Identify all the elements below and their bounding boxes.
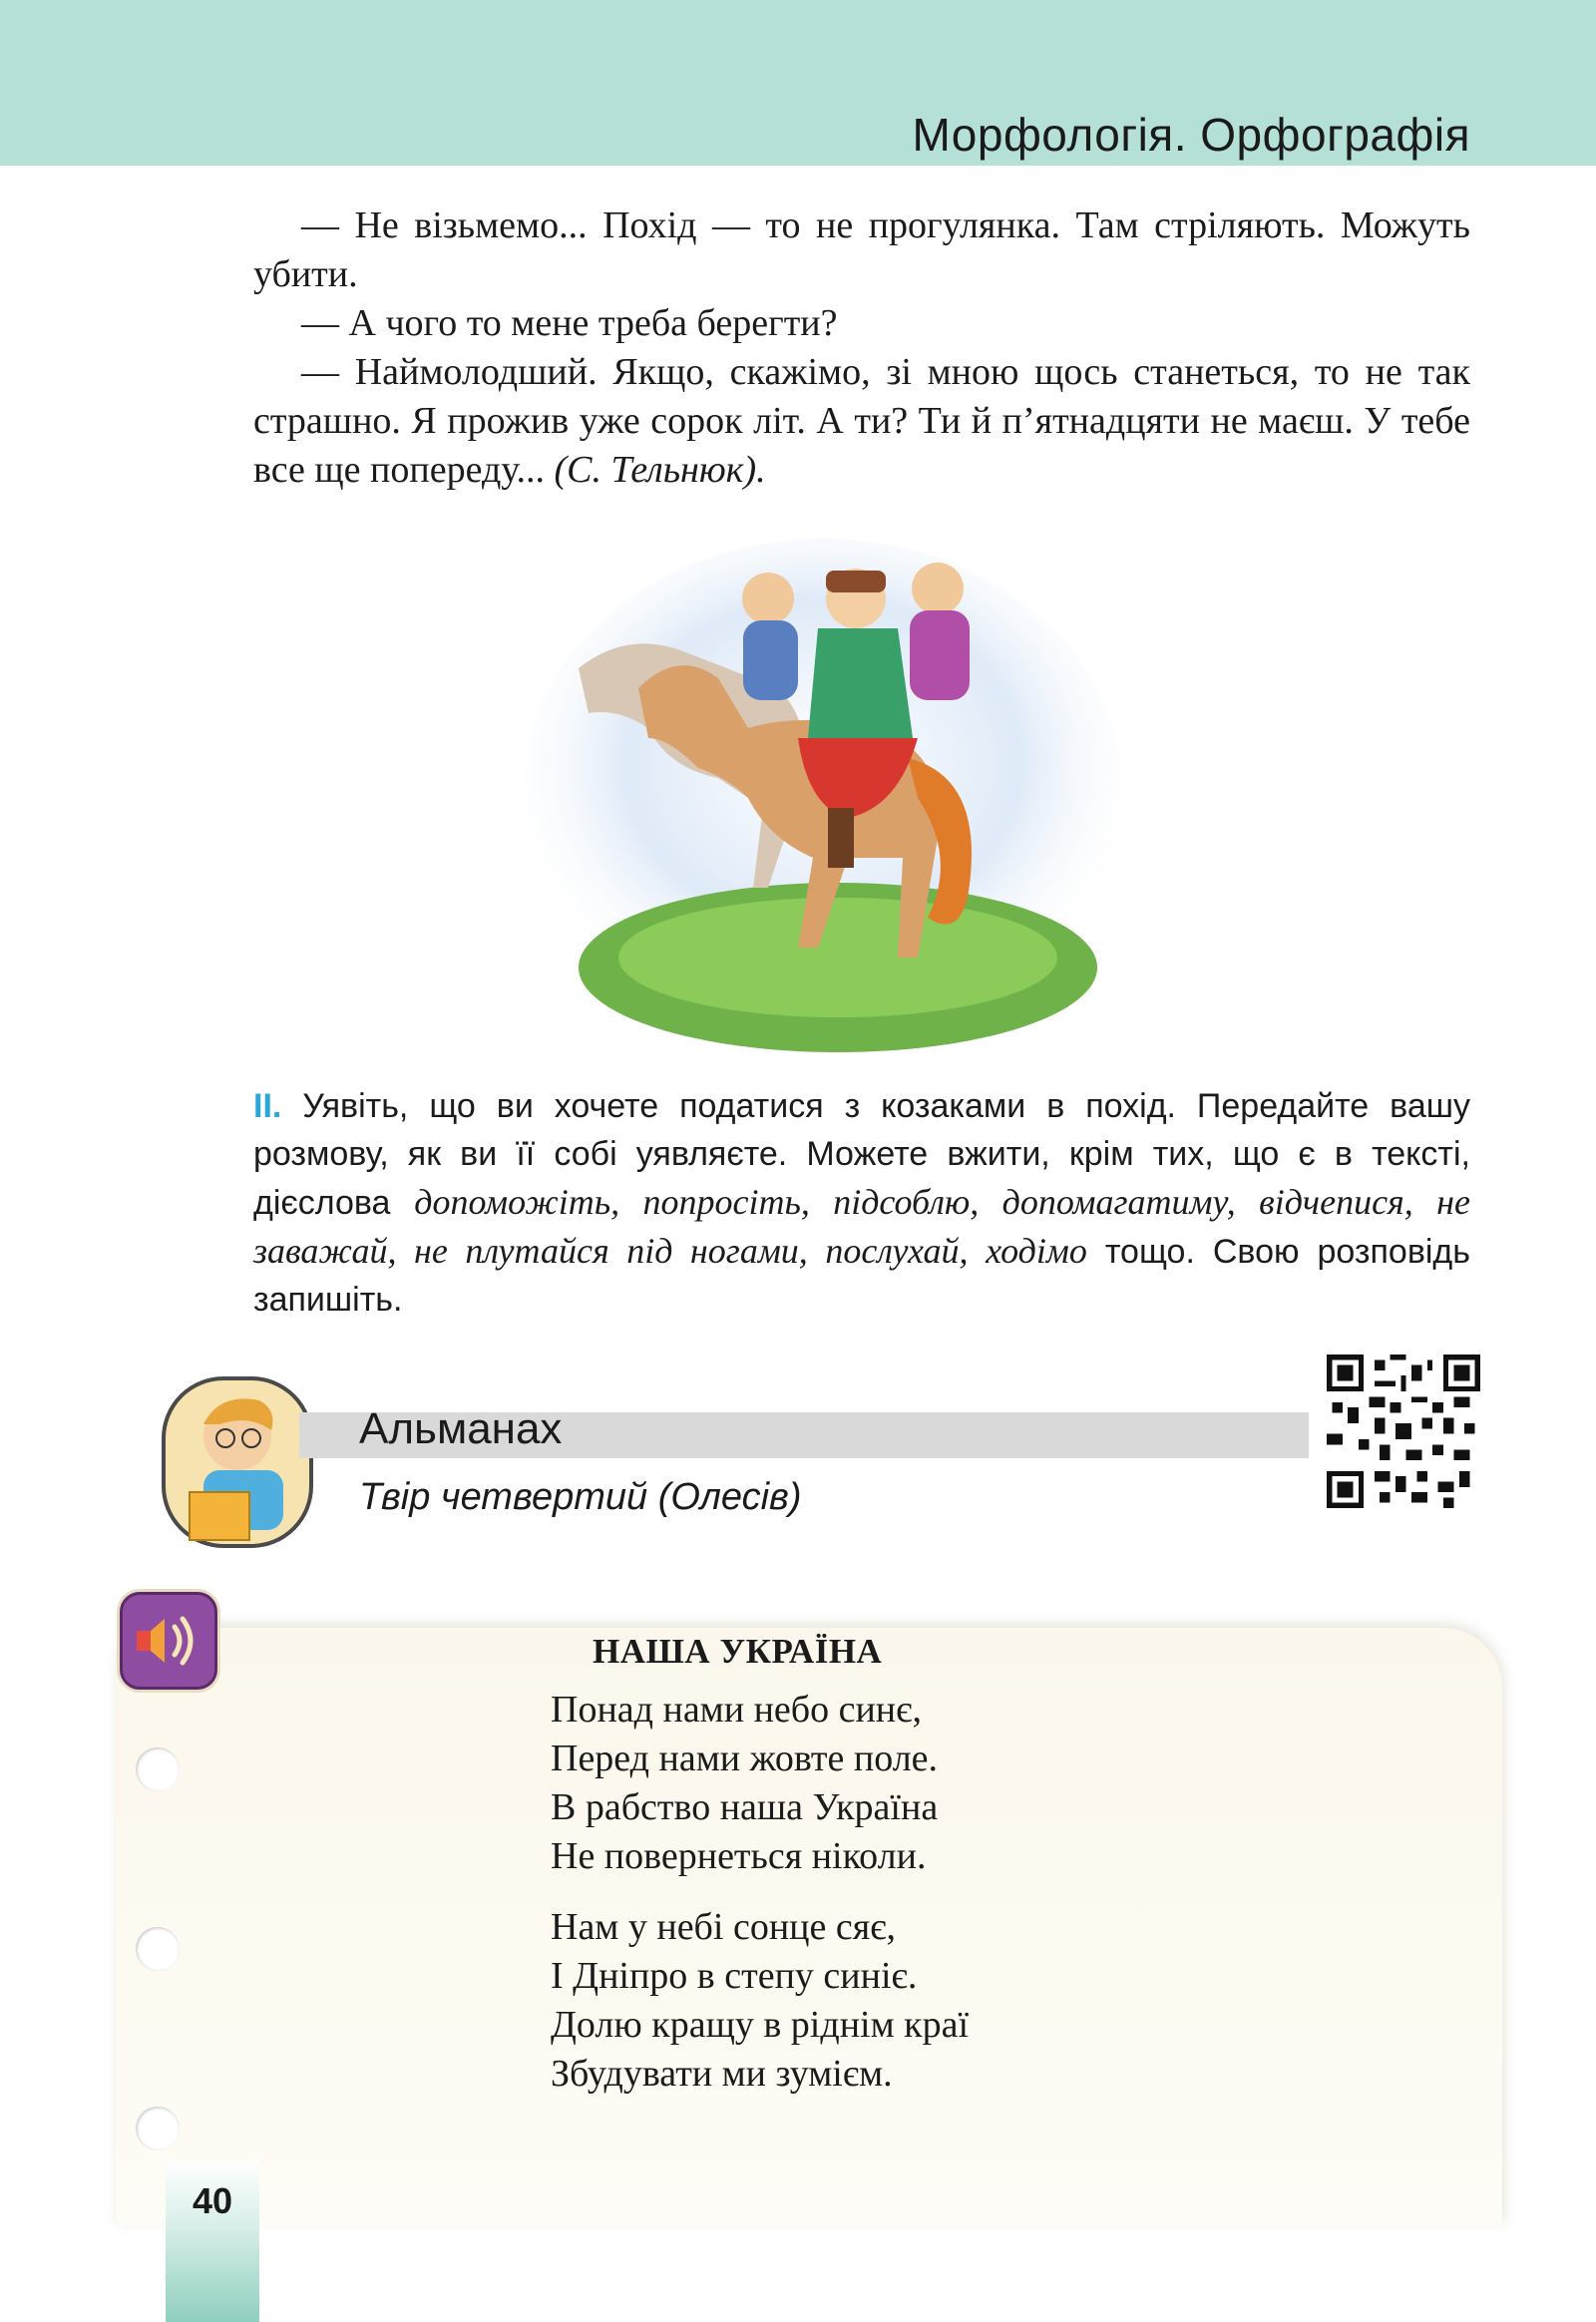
binder-hole xyxy=(136,1927,180,1971)
cossacks-on-horses-illustration xyxy=(519,539,1127,1057)
poem-line: І Дніпро в степу синіє. xyxy=(551,1955,918,1997)
speaker-audio-icon[interactable] xyxy=(120,1592,217,1690)
poem-line: Збудувати ми зумієм. xyxy=(551,2053,893,2095)
poem-line: В рабство наша Україна xyxy=(551,1786,939,1828)
task-text-before: Уявіть, що ви хочете податися з козаками в похід. Передайте вашу розмову, як ви її собі уявляєте. Можете вжити, крім тих, що є в тексті, дієслова xyxy=(253,1087,1470,1222)
binder-hole xyxy=(136,2107,180,2150)
poem-stanza-2 xyxy=(551,1903,969,2099)
story-paragraph-2: — А чого то мене треба берегти? xyxy=(301,302,838,344)
poem-text xyxy=(551,1686,969,2121)
almanac-title: Альманах xyxy=(359,1404,563,1453)
task-text-after: тощо. Свою розповідь запишіть. xyxy=(253,1233,1470,1319)
page-number: 40 xyxy=(192,2180,233,2221)
poem-line: Не повернеться ніколи. xyxy=(551,1835,927,1877)
task-verbs: допоможіть, попросіть, підсоблю, допомагатиму, відчепися, не заважай, не плутайся під ногами, послухай, ходімо xyxy=(253,1182,1470,1271)
reading-boy-avatar xyxy=(160,1374,315,1550)
story-source: (С. Тельнюк). xyxy=(554,449,766,491)
almanac-subtitle: Твір четвертий (Олесів) xyxy=(359,1476,802,1518)
poem-line: Долю кращу в ріднім краї xyxy=(551,2004,970,2046)
task-block xyxy=(253,1082,1470,1324)
poem-stanza-1 xyxy=(551,1686,969,1881)
poem-line: Понад нами небо синє, xyxy=(551,1689,922,1731)
poem-line: Нам у небі сонце сяє, xyxy=(551,1906,897,1948)
task-number: II. xyxy=(253,1087,282,1125)
qr-code-icon[interactable] xyxy=(1327,1354,1480,1508)
story-paragraph-3-text: — Наймолодший. Якщо, скажімо, зі мною щось станеться, то не так страшно. Я прожив уже сорок літ. А ти? Ти й п’ятнадцяти не маєш. У тебе все ще попереду... xyxy=(253,351,1470,491)
section-title: Морфологія. Орфографія xyxy=(912,109,1470,161)
story-text xyxy=(253,201,1470,495)
poem-line: Перед нами жовте поле. xyxy=(551,1738,939,1779)
story-paragraph-1: — Не візьмемо... Похід — то не прогулянка. Там стріляють. Можуть убити. xyxy=(253,204,1470,295)
poem-title: НАША УКРАЇНА xyxy=(593,1632,883,1671)
binder-hole xyxy=(136,1747,180,1791)
story-paragraph-3 xyxy=(253,348,1470,495)
